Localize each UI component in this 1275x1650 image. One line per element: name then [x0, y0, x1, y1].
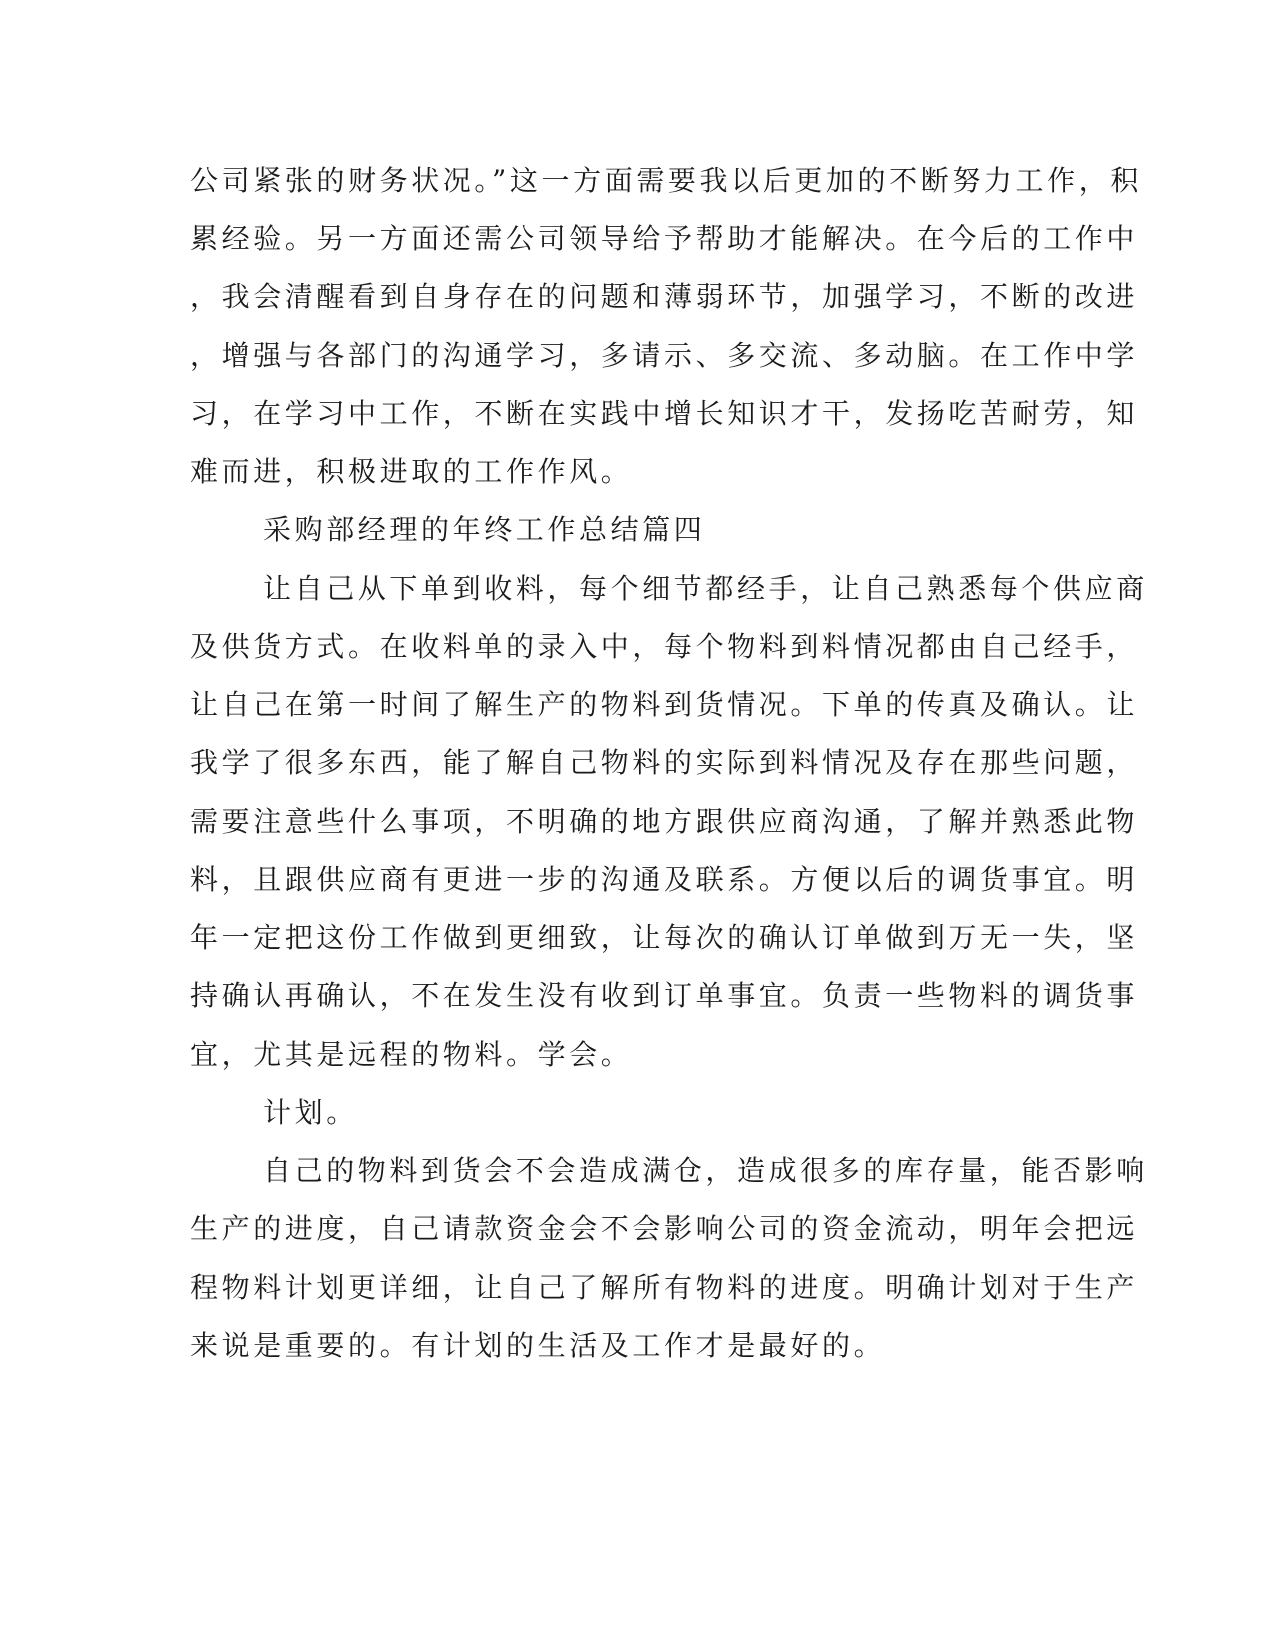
text-line: 来说是重要的。有计划的生活及工作才是最好的。 — [190, 1329, 886, 1362]
text-line: 料，且跟供应商有更进一步的沟通及联系。方便以后的调货事宜。明 — [190, 863, 1139, 896]
text-line: 生产的进度，自己请款资金会不会影响公司的资金流动，明年会把远 — [190, 1212, 1139, 1245]
text-line: 宜，尤其是远程的物料。学会。 — [190, 1038, 633, 1071]
text-line: 自己的物料到货会不会造成满仓，造成很多的库存量，能否影响 — [263, 1154, 1148, 1187]
text-line: 让自己从下单到收料，每个细节都经手，让自己熟悉每个供应商 — [263, 572, 1148, 605]
text-line: 计划。 — [263, 1096, 358, 1129]
text-line: 及供货方式。在收料单的录入中，每个物料到料情况都由自己经手， — [190, 630, 1139, 663]
text-line: 习，在学习中工作，不断在实践中增长知识才干，发扬吃苦耐劳，知 — [190, 397, 1139, 430]
text-line: ，我会清醒看到自身存在的问题和薄弱环节，加强学习，不断的改进 — [190, 280, 1139, 313]
text-line: 我学了很多东西，能了解自己物料的实际到料情况及存在那些问题， — [190, 746, 1139, 779]
text-line: 累经验。另一方面还需公司领导给予帮助才能解决。在今后的工作中 — [190, 222, 1139, 255]
text-line: 公司紧张的财务状况。”这一方面需要我以后更加的不断努力工作，积 — [190, 164, 1142, 197]
text-line: 难而进，积极进取的工作作风。 — [190, 455, 633, 488]
text-line: 年一定把这份工作做到更细致，让每次的确认订单做到万无一失，坚 — [190, 921, 1139, 954]
text-line: 让自己在第一时间了解生产的物料到货情况。下单的传真及确认。让 — [190, 688, 1139, 721]
text-line: 程物料计划更详细，让自己了解所有物料的进度。明确计划对于生产 — [190, 1271, 1139, 1304]
text-line: 需要注意些什么事项，不明确的地方跟供应商沟通，了解并熟悉此物 — [190, 805, 1139, 838]
text-line: 持确认再确认，不在发生没有收到订单事宜。负责一些物料的调货事 — [190, 979, 1139, 1012]
section-heading: 采购部经理的年终工作总结篇四 — [263, 513, 706, 546]
text-line: ，增强与各部门的沟通学习，多请示、多交流、多动脑。在工作中学 — [190, 339, 1139, 372]
